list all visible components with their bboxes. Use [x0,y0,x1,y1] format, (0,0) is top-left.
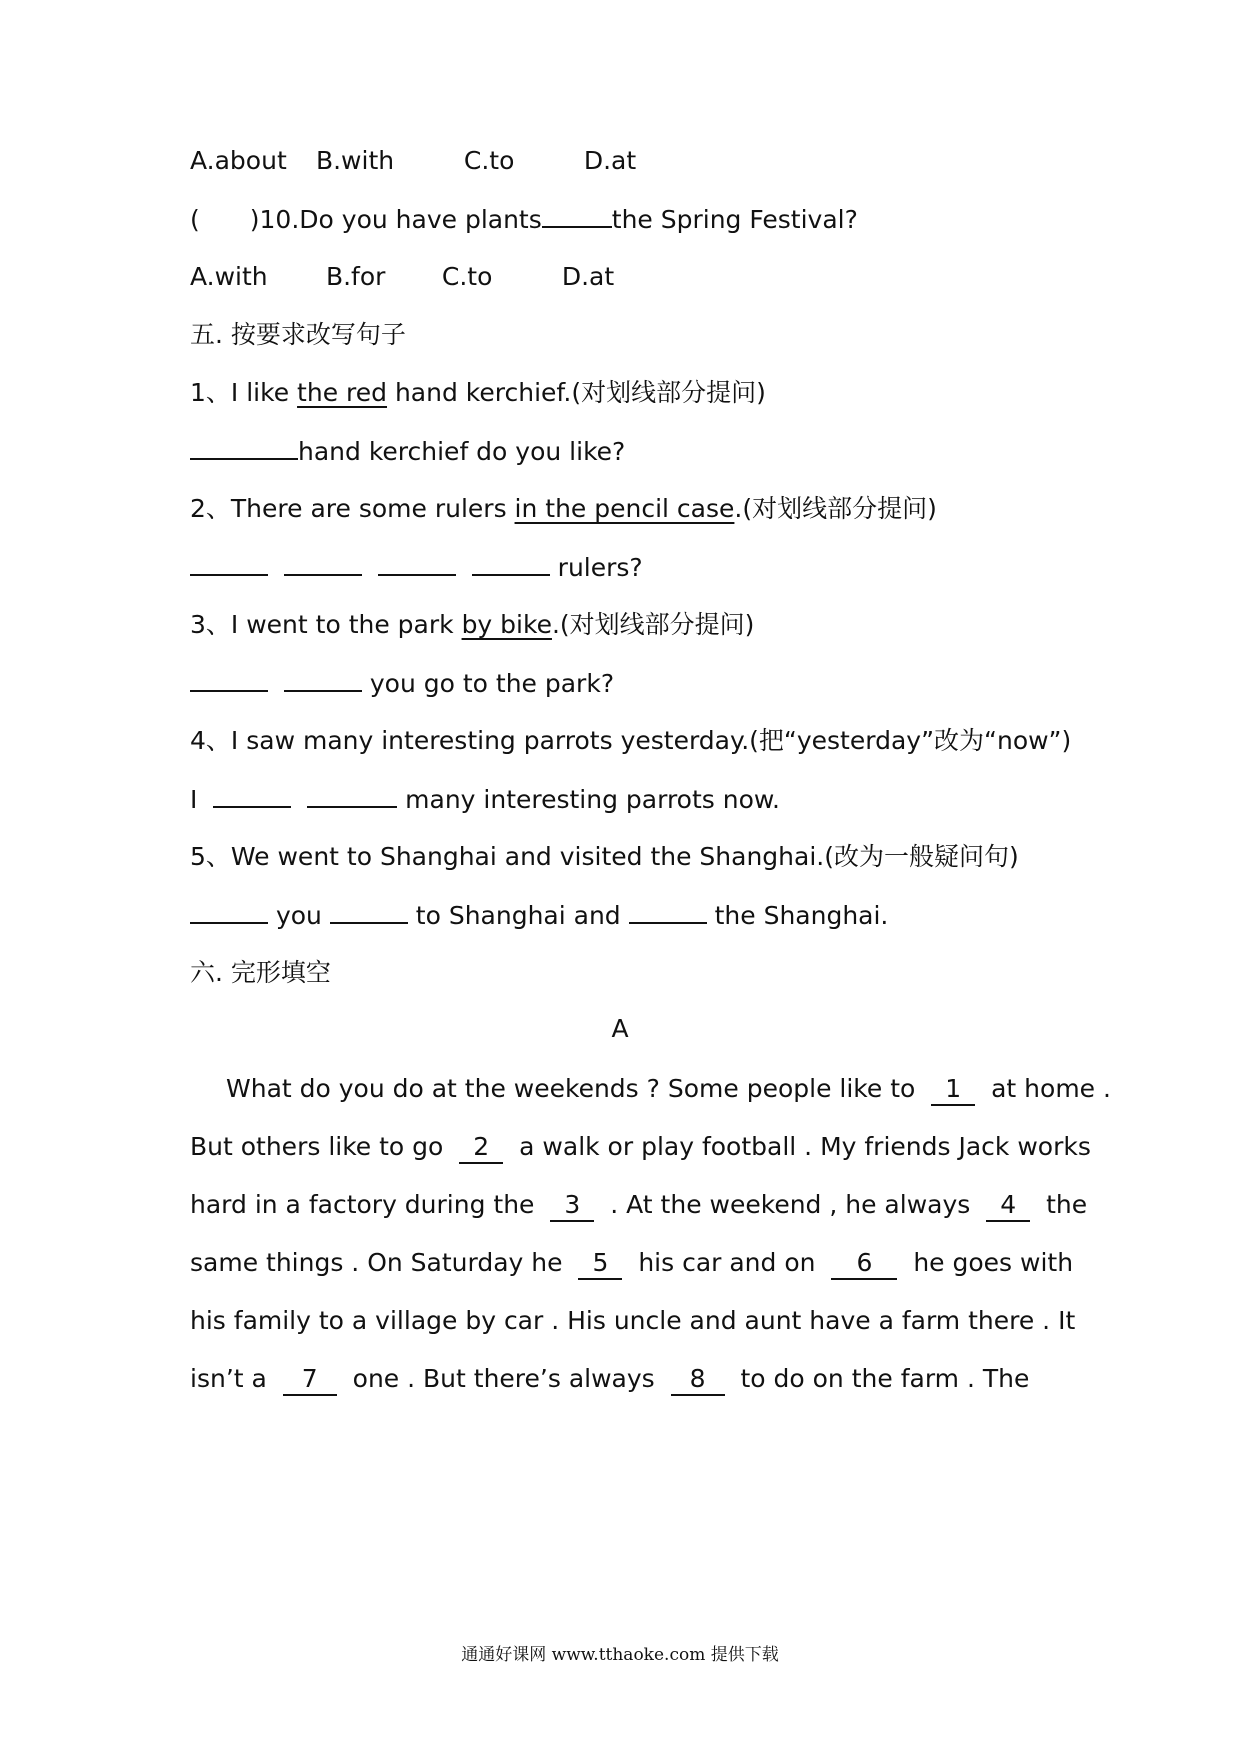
passage-text: one . But there’s always [352,1364,655,1393]
answer-blank[interactable] [284,550,362,576]
option-c: C.to [463,146,515,175]
passage-text: he goes with [913,1248,1074,1277]
cloze-blank[interactable]: 5 [578,1248,622,1280]
q10-options [190,260,614,294]
answer-text: rulers? [557,553,643,582]
s5-answer-5 [190,898,888,933]
cloze-blank[interactable]: 6 [831,1248,897,1280]
passage-text: to do on the farm . The [740,1364,1030,1393]
item-number: 4、 [190,726,231,755]
answer-blank[interactable] [213,782,291,808]
passage-line [226,1072,1111,1106]
passage-text: same things . On Saturday he [190,1248,563,1277]
cloze-blank[interactable]: 4 [986,1190,1030,1222]
passage-label: A [611,1014,629,1043]
answer-blank[interactable] [472,550,550,576]
answer-blank[interactable] [284,666,362,692]
option-d: D.at [561,262,615,291]
item-instruction: .(对划线部分提问) [734,494,937,523]
answer-blank[interactable] [629,898,707,924]
answer-text: the Shanghai. [714,901,889,930]
answer-blank[interactable] [307,782,397,808]
answer-blank[interactable] [190,898,268,924]
item-instruction: hand kerchief.(对划线部分提问) [387,378,766,407]
passage-text: isn’t a [190,1364,267,1393]
answer-text: many interesting parrots now. [405,785,780,814]
item-number: 2、 [190,494,231,523]
item-text: There are some rulers [230,494,515,523]
item-number: 1、 [190,378,231,407]
s5-item-1 [190,376,766,410]
passage-text: the [1046,1190,1088,1219]
q10-stem-after: the Spring Festival? [611,205,858,234]
cloze-blank[interactable]: 1 [931,1074,975,1106]
s5-item-2 [190,492,937,526]
answer-text: you go to the park? [369,669,615,698]
answer-text: I [190,785,198,814]
section-5-title: 五. 按要求改写句子 [190,320,406,349]
underlined-phrase: the red [297,378,388,407]
s5-item-5 [190,840,1019,874]
answer-blank[interactable] [190,550,268,576]
s5-answer-2 [190,550,643,585]
option-d: D.at [583,146,637,175]
option-c: C.to [441,262,493,291]
answer-text: you [275,901,322,930]
question-10 [190,202,858,237]
s5-answer-4 [190,782,780,817]
page-footer: 通通好课网 www.tthaoke.com 提供下载 [461,1645,779,1665]
option-b: B.with [315,146,395,175]
cloze-blank[interactable]: 3 [550,1190,594,1222]
answer-text: to Shanghai and [415,901,621,930]
underlined-phrase: in the pencil case [514,494,735,523]
passage-text: his car and on [638,1248,816,1277]
paren-open: ( [190,205,200,234]
answer-text: hand kerchief do you like? [298,437,626,466]
option-a: A.with [190,262,268,291]
q9-options [190,144,636,178]
passage-line [190,1130,1091,1164]
option-a: A.about [190,146,287,175]
s5-item-3 [190,608,754,642]
cloze-blank[interactable]: 7 [283,1364,337,1396]
cloze-blank[interactable]: 2 [459,1132,503,1164]
option-b: B.for [325,262,386,291]
answer-blank[interactable] [190,666,268,692]
item-text: We went to Shanghai and visited the Shanghai.(改为一般疑问句) [230,842,1019,871]
answer-blank[interactable] [190,434,298,460]
passage-line: his family to a village by car . His uncle and aunt have a farm there . It [190,1306,1076,1335]
passage-text: . At the weekend , he always [610,1190,971,1219]
item-instruction: .(对划线部分提问) [551,610,755,639]
paren-close: ) [249,205,260,234]
q10-stem-before: 10.Do you have plants [259,205,542,234]
s5-item-4 [190,724,1071,758]
s5-answer-1 [190,434,625,469]
cloze-blank[interactable]: 8 [671,1364,725,1396]
passage-line [190,1188,1087,1222]
item-text: I saw many interesting parrots yesterday.(把“yesterday”改为“now”) [230,726,1072,755]
passage-text: hard in a factory during the [190,1190,535,1219]
answer-blank[interactable] [330,898,408,924]
item-text: I went to the park [230,610,462,639]
answer-blank[interactable] [542,202,612,228]
s5-answer-3 [190,666,614,701]
underlined-phrase: by bike [461,610,552,639]
passage-text: a walk or play football . My friends Jack works [519,1132,1091,1161]
passage-line [190,1246,1073,1280]
answer-blank[interactable] [378,550,456,576]
item-number: 3、 [190,610,231,639]
passage-text: What do you do at the weekends ? Some people like to [226,1074,916,1103]
passage-text: at home . [991,1074,1111,1103]
passage-text: But others like to go [190,1132,444,1161]
section-6-title: 六. 完形填空 [190,958,331,987]
item-number: 5、 [190,842,231,871]
passage-line [190,1362,1029,1396]
item-text: I like [230,378,298,407]
